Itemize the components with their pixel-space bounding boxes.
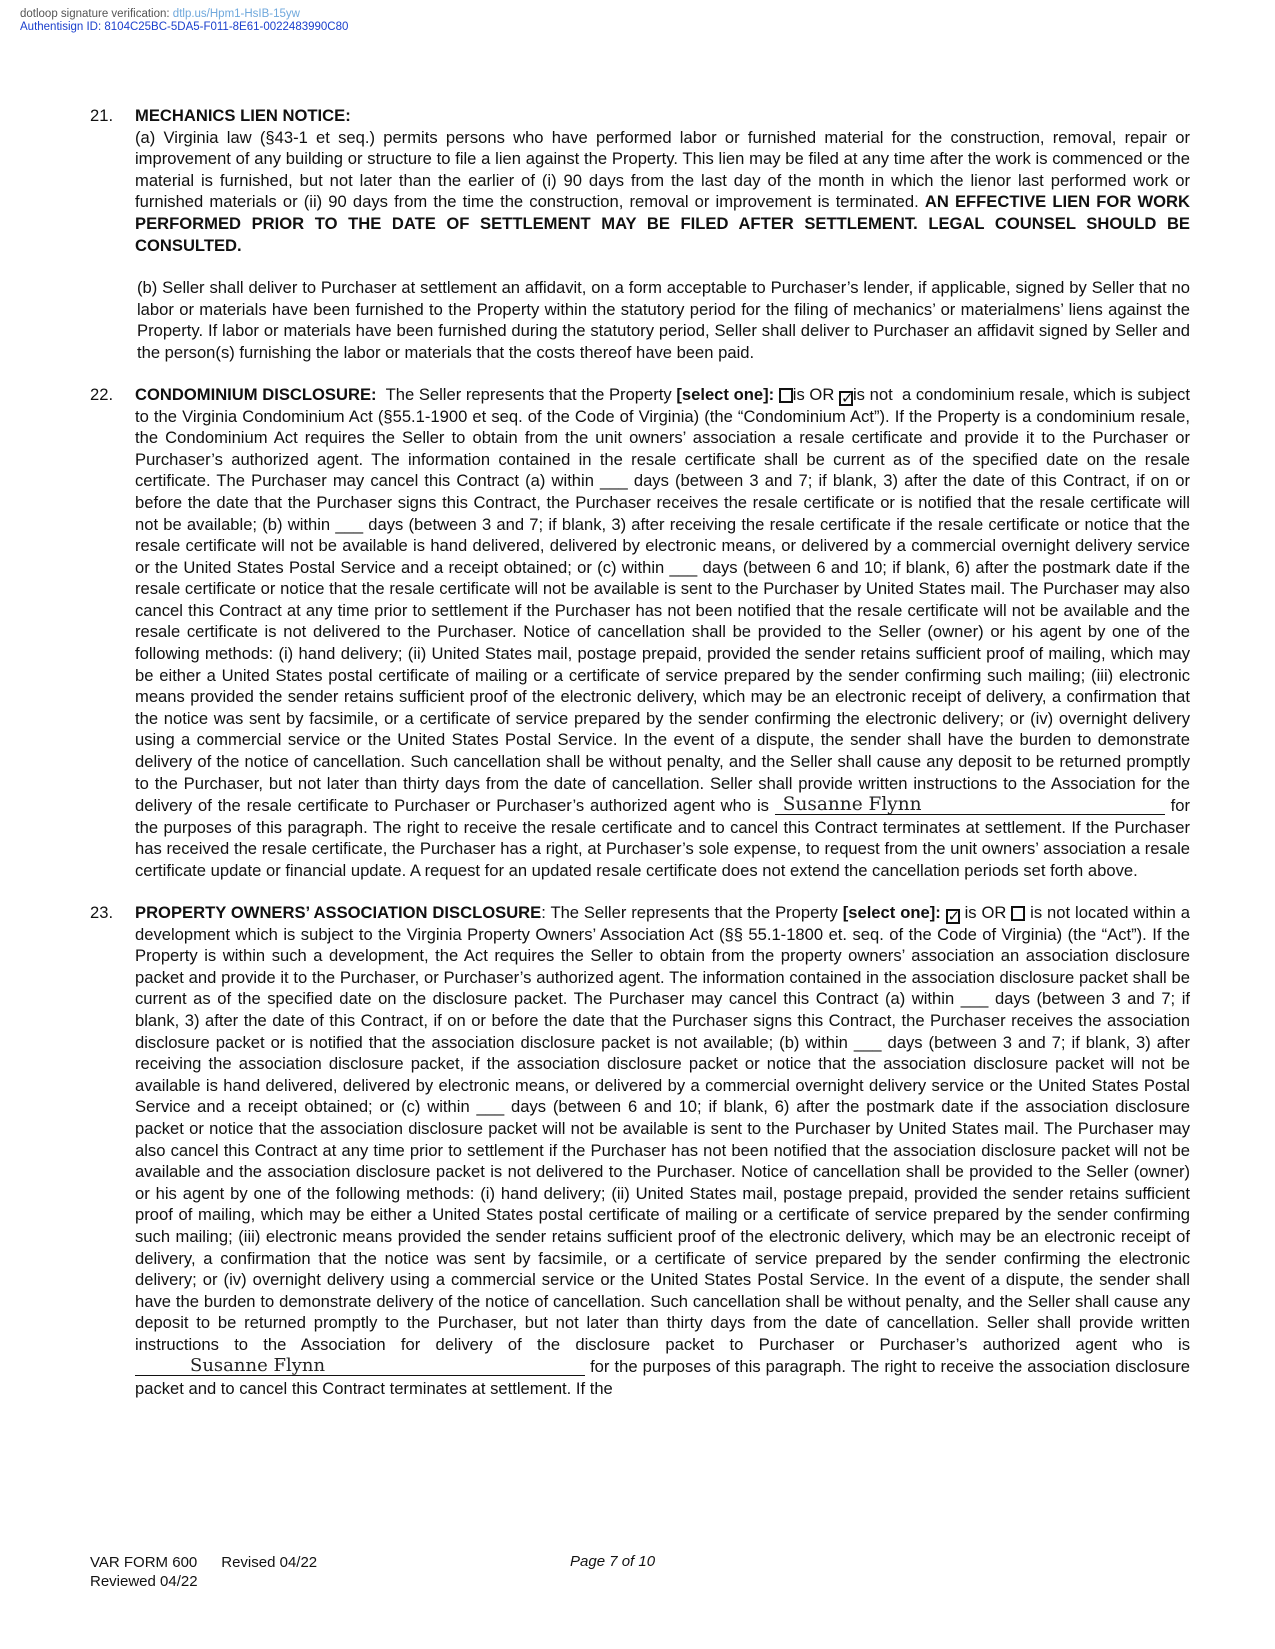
condo-paragraph: CONDOMINIUM DISCLOSURE: The Seller represents that the Property [select one]: is OR ✓ is not a condominium resale, which is subject to the Virginia Condominium Act (§55.1-1900 et seq. of the Code of Virginia) (the “Condominium Act”). If the Property is a condominium resale, the Condominium Act requires the Seller to obtain from the unit owners’ association a resale certificate and provide it to the Purchaser or Purchaser’s authorized agent. The information contained in the resale certificate shall be current as of the specified date on the resale certificate. The Purchaser may cancel this Contract (a) within ___ days (between 3 and 7; if blank, 3) after the date of this Contract, if on or before the date that the Purchaser signs this Contract, the Purchaser receives the resale certificate or is notified that the resale certificate will not be available; (b) within ___ days (between 3 and 7; if blank, 3) after receiving the resale certificate if the resale certificate or notice that the resale certificate will not be available is hand delivered, delivered by electronic means, or delivered by a commercial overnight delivery service or the United States Postal Service and a receipt obtained; or (c) within ___ days (between 6 and 10; if blank, 6) after the postmark date if the resale certificate or notice that the resale certificate will not be available is sent to the Purchaser by United States mail. The Purchaser may also cancel this Contract at any time prior to settlement if the Purchaser has not been notified that the resale certificate will not be available and the resale certificate is not delivered to the Purchaser. Notice of cancellation shall be provided to the Seller (owner) or his agent by one of the following methods: (i) hand delivery; (ii) United States mail, postage prepaid, provided the sender retains sufficient proof of mailing, which may be either a United States postal certificate of mailing or a certificate of service prepared by the sender confirming such mailing; (iii) electronic means provided the sender retains sufficient proof of the electronic delivery, which may be an electronic receipt of delivery, a confirmation that the notice was sent by facsimile, or a certificate of service prepared by the sender confirming the electronic delivery; or (iv) overnight delivery using a commercial service or the United States Postal Service. In the event of a dispute, the sender shall have the burden to demonstrate delivery of the notice of cancellation. Such cancellation shall be without penalty, and the Seller shall cause any deposit to be returned promptly to the Purchaser, but not later than thirty days from the date of cancellation. Seller shall provide written instructions to the Association for the delivery of the resale certificate to Purchaser or Purchaser’s authorized agent who is Susanne Flynn for the purposes of this paragraph. The right to receive the resale certificate and to cancel this Contract terminates at settlement. If the Purchaser has received the resale certificate, the Purchaser has a right, at Purchaser’s sole expense, to request from the unit owners’ association a resale certificate update or financial update. A request for an updated resale certificate does not extend the cancellation periods set forth above. [135, 384, 1190, 880]
revised-date: Revised 04/22 [221, 1554, 318, 1571]
section-number: 22. [90, 384, 114, 404]
authorized-agent-field[interactable] [135, 1355, 585, 1376]
document-page [90, 105, 1190, 1400]
page-footer [90, 1553, 317, 1591]
section-22 [90, 384, 1190, 882]
poa-is-not-checkbox[interactable] [1011, 906, 1025, 921]
section-heading: PROPERTY OWNERS’ ASSOCIATION DISCLOSURE [135, 902, 542, 922]
checkmark-icon: ✓ [840, 389, 854, 407]
form-number: VAR FORM 600 [90, 1554, 198, 1571]
condo-is-not-checkbox[interactable] [839, 391, 853, 406]
paragraph-b: (b) Seller shall deliver to Purchaser at settlement an affidavit, on a form acceptable to Purchaser’s lender, if applicable, signed by Seller that no labor or materials have been furnished to the Property within the statutory period for the filing of mechanics’ or materialmens’ liens against the Property. If labor or materials have been furnished during the statutory period, Seller shall deliver to Purchaser an affidavit signed by Seller and the person(s) furnishing the labor or materials that the costs thereof have been paid. [137, 278, 1190, 362]
condo-is-checkbox[interactable] [779, 388, 793, 403]
section-heading: MECHANICS LIEN NOTICE: [135, 106, 351, 125]
page-number: Page 7 of 10 [570, 1553, 656, 1570]
poa-is-checkbox[interactable] [946, 909, 960, 924]
authorized-agent-field[interactable] [775, 794, 1165, 815]
section-23 [90, 902, 1190, 1400]
reviewed-date: Reviewed 04/22 [90, 1573, 198, 1590]
signature-verification-stamp [20, 8, 348, 34]
agent-signature: Susanne Flynn [190, 1354, 326, 1376]
paragraph-a: (a) Virginia law (§43-1 et seq.) permits persons who have performed labor or furnished material for the construction, removal, repair or improvement of any building or structure to file a lien against the Property. This lien may be filed at any time after the work is commenced or the material is furnished, but not later than the earlier of (i) 90 days from the last day of the month in which the lienor last performed work or furnished materials or (ii) 90 days from the time the construction, removal or improvement is terminated. AN EFFECTIVE LIEN FOR WORK PERFORMED PRIOR TO THE DATE OF SETTLEMENT MAY BE FILED AFTER SETTLEMENT. LEGAL COUNSEL SHOULD BE CONSULTED. [135, 127, 1190, 255]
poa-paragraph: PROPERTY OWNERS’ ASSOCIATION DISCLOSURE: The Seller represents that the Property [select one]: ✓ is OR is not located within a development which is subject to the Virginia Property Owners’ Association Act (§§ 55.1-1800 et. seq. of the Code of Virginia) (the “Act”). If the Property is within such a development, the Act requires the Seller to obtain from the property owners’ association an association disclosure packet and provide it to the Purchaser, or Purchaser’s authorized agent. The information contained in the association disclosure packet shall be current as of the specified date on the disclosure packet. The Purchaser may cancel this Contract (a) within ___ days (between 3 and 7; if blank, 3) after the date of this Contract, if on or before the date that the Purchaser signs this Contract, the Purchaser receives the association disclosure packet or is notified that the association disclosure packet is not available; (b) within ___ days (between 3 and 7; if blank, 3) after receiving the association disclosure packet, if the association disclosure packet or notice that the association disclosure packet will not be available is hand delivered, delivered by electronic means, or delivered by a commercial overnight delivery service or the United States Postal Service and a receipt obtained; or (c) within ___ days (between 6 and 10; if blank, 6) after the postmark date if the association disclosure packet or notice that the association disclosure packet will not be available is sent to the Purchaser by United States mail. The Purchaser may also cancel this Contract at any time prior to settlement if the Purchaser has not been notified that the association disclosure packet will not be available and the association disclosure packet is not delivered to the Purchaser. Notice of cancellation shall be provided to the Seller (owner) or his agent by one of the following methods: (i) hand delivery; (ii) United States mail, postage prepaid, provided the sender retains sufficient proof of mailing, which may be either a United States postal certificate of mailing or a certificate of service prepared by the sender confirming such mailing; (iii) electronic means provided the sender retains sufficient proof of the electronic delivery, which may be an electronic receipt of delivery, a confirmation that the notice was sent by facsimile, or a certificate of service prepared by the sender confirming the electronic delivery; or (iv) overnight delivery using a commercial service or the United States Postal Service. In the event of a dispute, the sender shall have the burden to demonstrate delivery of the notice of cancellation. Such cancellation shall be without penalty, and the Seller shall cause any deposit to be returned promptly to the Purchaser, but not later than thirty days from the date of cancellation. Seller shall provide written instructions to the Association for delivery of the disclosure packet to Purchaser or Purchaser’s authorized agent who is Susanne Flynn for the purposes of this paragraph. The right to receive the association disclosure packet and to cancel this Contract terminates at settlement. If the [135, 902, 1190, 1399]
bold-warning: AN EFFECTIVE LIEN FOR WORK PERFORMED PRIOR TO THE DATE OF SETTLEMENT MAY BE FILED AFTER SETTLEMENT. LEGAL COUNSEL SHOULD BE CONSULTED. [135, 192, 1190, 255]
option-is-not-label: is not [852, 384, 893, 404]
verification-label: dotloop signature verification: [20, 8, 170, 20]
verification-link[interactable]: dtlp.us/Hpm1-HsIB-15yw [172, 8, 300, 20]
checkmark-icon: ✓ [947, 907, 961, 925]
option-is-label: is OR [964, 902, 1007, 922]
agent-signature: Susanne Flynn [782, 793, 922, 815]
option-is-label: is OR [792, 384, 835, 404]
section-21 [90, 105, 1190, 364]
section-number: 23. [90, 902, 114, 922]
section-heading: CONDOMINIUM DISCLOSURE: [135, 384, 377, 404]
section-number: 21. [90, 106, 114, 125]
authentisign-id: Authentisign ID: 8104C25BC-5DA5-F011-8E61-0022483990C80 [20, 21, 349, 33]
